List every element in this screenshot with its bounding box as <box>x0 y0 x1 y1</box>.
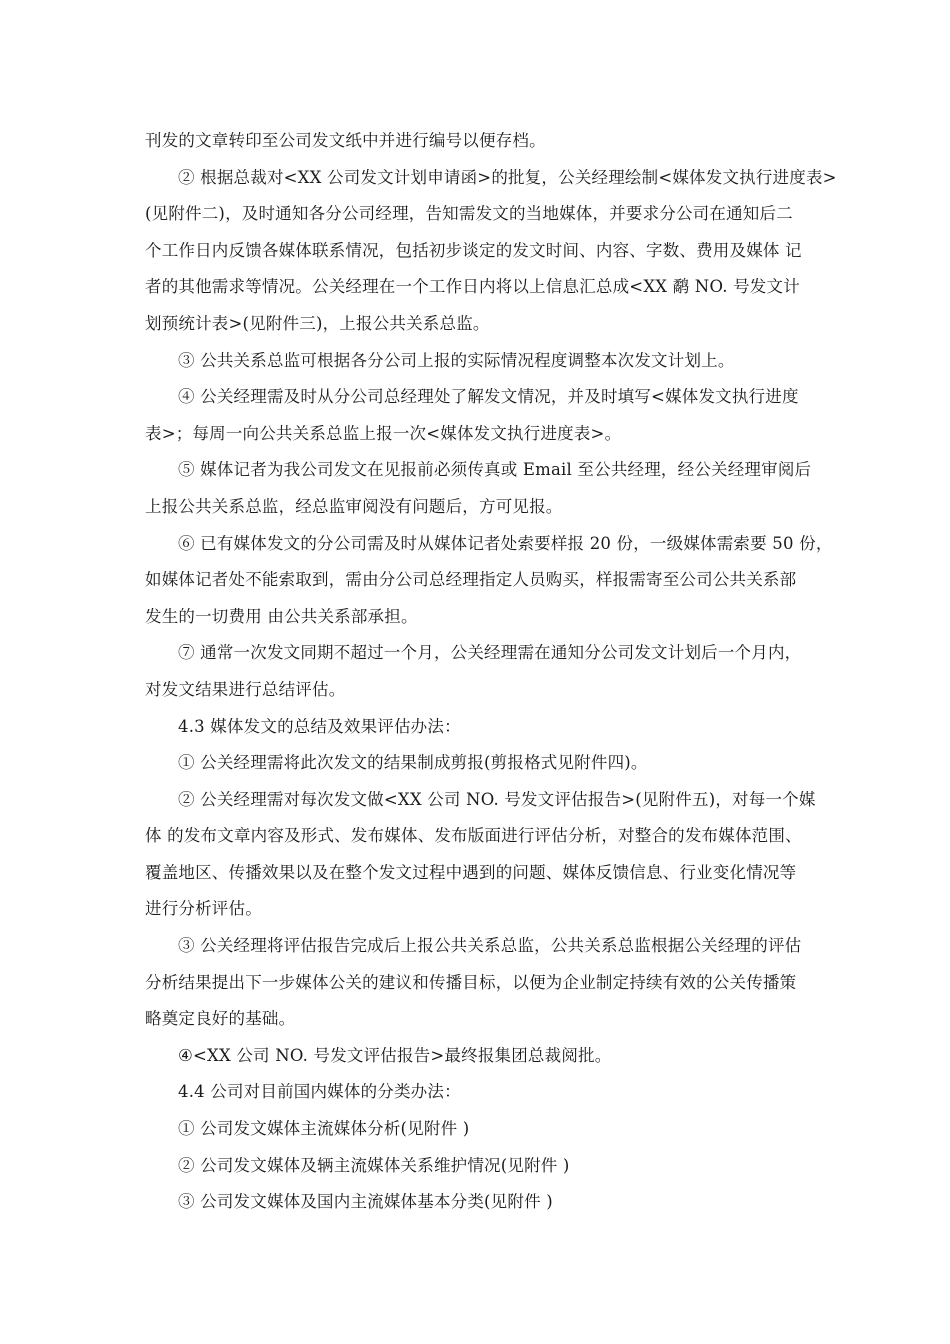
text-line: ② 公关经理需对每次发文做<XX 公司 NO. 号发文评估报告>(见附件五)，对每一个媒 <box>178 789 816 809</box>
text-line: 4.3 媒体发文的总结及效果评估办法： <box>178 716 461 736</box>
text-line: 者的其他需求等情况。公关经理在一个工作日内将以上信息汇总成<XX 鹬 NO. 号发文计 <box>145 277 800 297</box>
document-body <box>145 123 835 1221</box>
text-line: ③ 公关经理将评估报告完成后上报公共关系总监，公共关系总监根据公关经理的评估 <box>178 936 802 956</box>
text-line: 4.4 公司对目前国内媒体的分类办法： <box>178 1082 461 1102</box>
text-line: 表>；每周一向公共关系总监上报一次<媒体发文执行进度表>。 <box>145 423 622 443</box>
text-line: ② 根据总裁对<XX 公司发文计划申请函>的批复，公关经理绘制<媒体发文执行进度表> <box>178 167 837 187</box>
text-line: ④<XX 公司 NO. 号发文评估报告>最终报集团总裁阅批。 <box>178 1045 612 1065</box>
text-line: 划预统计表>(见附件三)，上报公共关系总监。 <box>145 313 490 333</box>
text-line: ③ 公共关系总监可根据各分公司上报的实际情况程度调整本次发文计划上。 <box>178 350 735 370</box>
text-line: 分析结果提出下一步媒体公关的建议和传播目标，以便为企业制定持续有效的公关传播策 <box>145 972 797 992</box>
text-line: 发生的一切费用 由公共关系部承担。 <box>145 606 418 626</box>
text-line: 略奠定良好的基础。 <box>145 1009 296 1029</box>
text-line: (见附件二)，及时通知各分公司经理，告知需发文的当地媒体，并要求分公司在通知后二 <box>145 204 793 224</box>
text-line: ⑦ 通常一次发文同期不超过一个月，公关经理需在通知分公司发文计划后一个月内， <box>178 643 802 663</box>
text-line: ② 公司发文媒体及辆主流媒体关系维护情况(见附件 ) <box>178 1155 570 1175</box>
text-line: 对发文结果进行总结评估。 <box>145 679 346 699</box>
text-line: ① 公司发文媒体主流媒体分析(见附件 ) <box>178 1119 470 1139</box>
text-line: ⑥ 已有媒体发文的分公司需及时从媒体记者处索要样报 20 份，一级媒体需索要 50 份， <box>178 533 833 553</box>
text-line: 体 的发布文章内容及形式、发布媒体、发布版面进行评估分析，对整合的发布媒体范围、 <box>145 826 802 846</box>
text-line: 上报公共关系总监，经总监审阅没有问题后，方可见报。 <box>145 496 563 516</box>
text-line: 如媒体记者处不能索取到，需由分公司总经理指定人员购买，样报需寄至公司公共关系部 <box>145 570 797 590</box>
text-line: ③ 公司发文媒体及国内主流媒体基本分类(见附件 ) <box>178 1192 553 1212</box>
text-line: ① 公关经理需将此次发文的结果制成剪报(剪报格式见附件四)。 <box>178 753 648 773</box>
text-line: 进行分析评估。 <box>145 899 262 919</box>
text-line: 个工作日内反馈各媒体联系情况，包括初步谈定的发文时间、内容、字数、费用及媒体 记 <box>145 240 802 260</box>
text-line: ⑤ 媒体记者为我公司发文在见报前必须传真或 Email 至公共经理，经公关经理审阅后 <box>178 460 812 480</box>
text-line: 刊发的文章转印至公司发文纸中并进行编号以便存档。 <box>145 131 546 150</box>
text-line: ④ 公关经理需及时从分公司总经理处了解发文情况，并及时填写<媒体发文执行进度 <box>178 387 799 407</box>
text-line: 覆盖地区、传播效果以及在整个发文过程中遇到的问题、媒体反馈信息、行业变化情况等 <box>145 862 797 882</box>
